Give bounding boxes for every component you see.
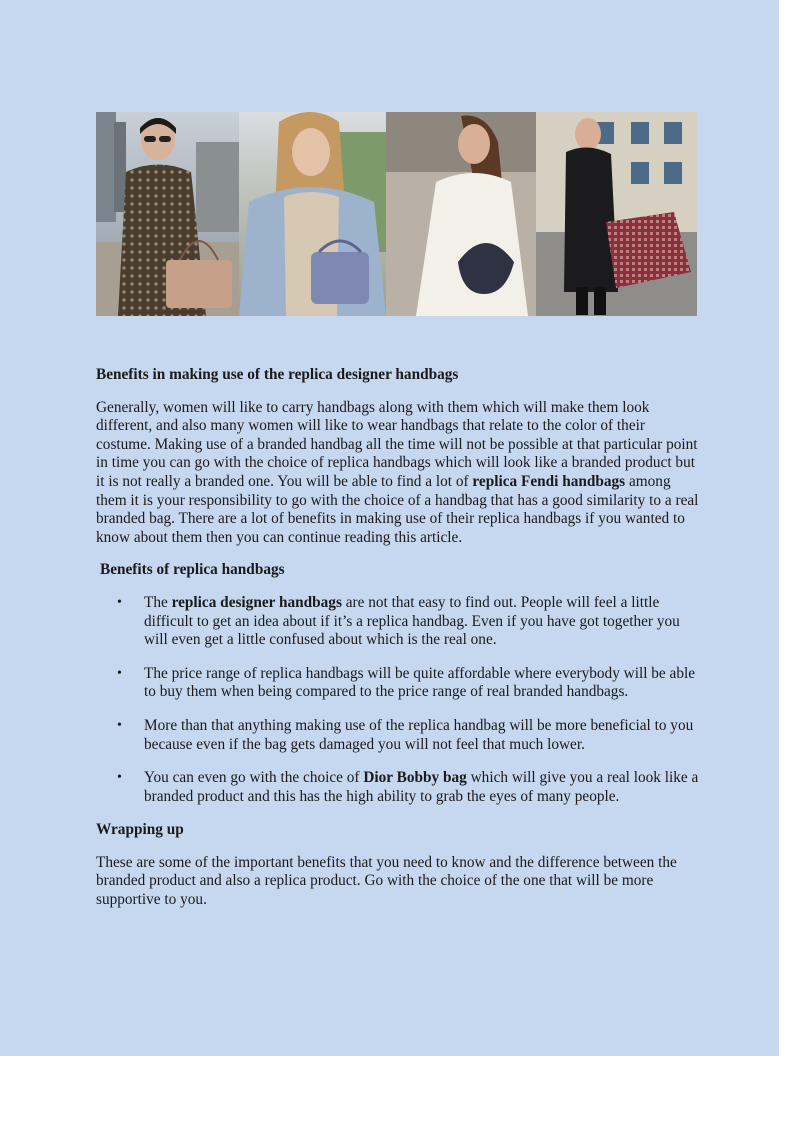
photo-illustration bbox=[239, 112, 386, 316]
section-heading-benefits-replica: Benefits of replica handbags bbox=[100, 561, 285, 579]
list-item-text: which will give you a real look like a branded product and this has the high ability to grab the eyes of many people. bbox=[144, 769, 699, 805]
list-item bbox=[117, 664, 699, 702]
article-body bbox=[96, 366, 699, 924]
list-item-text: The bbox=[144, 593, 172, 611]
photo-woman-denim-jacket bbox=[239, 112, 386, 316]
list-item-bold: replica designer handbags bbox=[171, 593, 342, 611]
photo-woman-black-coat bbox=[536, 112, 697, 316]
photo-woman-floral-dress bbox=[96, 112, 239, 316]
intro-bold-text: replica Fendi handbags bbox=[472, 472, 626, 490]
bullet-icon: • bbox=[117, 665, 122, 681]
list-item bbox=[117, 593, 699, 650]
intro-text-part2: among them it is your responsibility to go with the choice of a handbag that has a good similarity to a real branded bag. There are a lot of benefits in making use of their replica handbags if you wanted to know about them then you can continue reading this article. bbox=[96, 472, 699, 546]
fashion-photo-collage bbox=[96, 112, 697, 316]
bullet-icon: • bbox=[117, 717, 122, 733]
photo-illustration bbox=[96, 112, 239, 316]
photo-illustration bbox=[386, 112, 536, 316]
bullet-icon: • bbox=[117, 770, 122, 786]
intro-text-part1: Generally, women will like to carry handbags along with them which will make them look different, and also many women will like to wear handbags that relate to the color of their costume. Making use of a branded handbag all the time will not be possible at that particular point in time you can go with the choice of replica handbags which will look like a branded product but it is not really a branded one. You will be able to find a lot of bbox=[96, 398, 698, 490]
list-item-text: More than that anything making use of the replica handbag will be more beneficial to you because even if the bag gets damaged you will not feel that much lower. bbox=[144, 716, 694, 753]
list-item-text: The price range of replica handbags will be quite affordable where everybody will be able to buy them when being compared to the price range of real branded handbags. bbox=[144, 664, 696, 701]
section-heading-benefits-designer: Benefits in making use of the replica designer handbags bbox=[96, 366, 459, 383]
list-item bbox=[117, 769, 699, 806]
list-item-text: You can even go with the choice of bbox=[144, 769, 364, 787]
list-item-text: are not that easy to find out. People will feel a little difficult to get an idea about if it’s a replica handbag. Even if you have got together you will even get a little confused about which is the real one. bbox=[144, 593, 680, 649]
conclusion-paragraph: These are some of the important benefits that you need to know and the difference between the branded product and also a replica product. Go with the choice of the one that will be more supportive to you. bbox=[96, 853, 677, 909]
bullet-icon: • bbox=[117, 594, 122, 610]
photo-illustration bbox=[536, 112, 697, 316]
list-item bbox=[117, 716, 699, 754]
intro-paragraph bbox=[96, 399, 699, 548]
list-item-bold: Dior Bobby bag bbox=[363, 769, 467, 787]
benefits-list bbox=[96, 594, 699, 806]
section-heading-wrapping-up: Wrapping up bbox=[96, 821, 184, 839]
photo-woman-white-dress bbox=[386, 112, 536, 316]
